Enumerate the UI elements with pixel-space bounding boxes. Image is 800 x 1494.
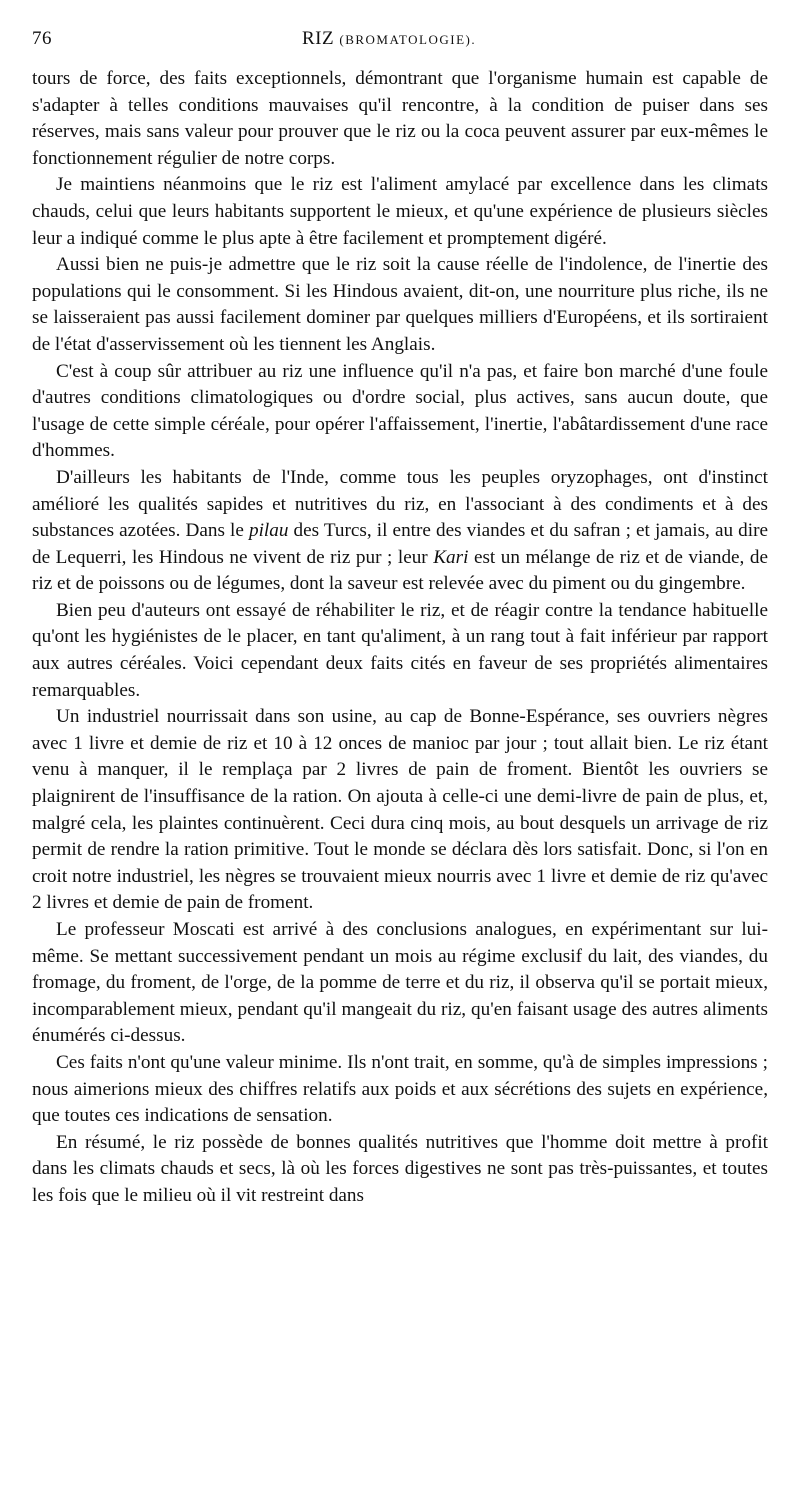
paragraph xyxy=(32,465,768,598)
paragraph: C'est à coup sûr attribuer au riz une influence qu'il n'a pas, et faire bon marché d'une foule d'autres conditions climatologiques ou d'ordre social, plus actives, sans aucun doute, que l'usage de cette simple céréale, pour opérer l'affaissement, l'inertie, l'abâtardissement d'une race d'hommes. xyxy=(32,360,768,462)
paragraph: Le professeur Moscati est arrivé à des conclusions analogues, en expérimentant sur lui-même. Se mettant successivement pendant un mois au régime exclusif du lait, des viandes, du fromage, du froment, de l'orge, de la pomme de terre et du riz, il observa qu'il se portait mieux, incomparablement mieux, pendant qu'il mangeait du riz, qu'en faisant usage des autres aliments énumérés ci-dessus. xyxy=(32,919,768,1047)
paragraph: Un industriel nourrissait dans son usine, au cap de Bonne-Espérance, ses ouvriers nègres avec 1 livre et demie de riz et 10 à 12 onces de manioc par jour ; tout allait bien. Le riz étant venu à manquer, il le remplaça par 2 livres de pain de froment. Bientôt les ouvriers se plaignirent de l'insuffisance de la ration. On ajouta à celle-ci une demi-livre de pain de plus, et, malgré cela, les plaintes continuèrent. Ceci dura cinq mois, au bout desquels un arrivage de riz permit de rendre la ration primitive. Tout le monde se déclara dès lors satisfait. Donc, si l'on en croit notre industriel, les nègres se trouvaient mieux nourris avec 1 livre et demie de riz qu'avec 2 livres et demie de pain de froment. xyxy=(32,706,768,914)
paragraph: Ces faits n'ont qu'une valeur minime. Ils n'ont trait, en somme, qu'à de simples impressions ; nous aimerions mieux des chiffres relatifs aux poids et aux sécrétions des sujets en expérience, que toutes ces indications de sensation. xyxy=(32,1051,768,1127)
italic-term-pilau: pilau xyxy=(249,520,289,542)
paragraph: En résumé, le riz possède de bonnes qualités nutritives que l'homme doit mettre à profit dans les climats chauds et secs, là où les forces digestives ne sont pas très-puissantes, et toutes les fois que le milieu où il vit restreint dans xyxy=(32,1131,768,1206)
paragraph: Aussi bien ne puis-je admettre que le riz soit la cause réelle de l'indolence, de l'inertie des populations qui le consomment. Si les Hindous avaient, dit-on, une nourriture plus riche, ils ne se laisseraient pas aussi facilement dominer par quelques milliers d'Européens, et ils sortiraient de l'état d'asservissement où les tiennent les Anglais. xyxy=(32,254,768,355)
italic-term-kari: Kari xyxy=(433,546,469,568)
body-text xyxy=(32,66,768,1210)
running-title-section: (BROMATOLOGIE). xyxy=(339,32,477,47)
paragraph-text: des Turcs, il entre des viandes et du safran ; et jamais, au dire de Lequerri, les Hindous ne vivent de riz pur ; leur xyxy=(32,520,768,568)
running-head xyxy=(32,26,768,66)
paragraph-text: est un mélange de riz et de viande, de riz et de poissons ou de légumes, dont la saveur est relevée avec du piment ou du gingembre. xyxy=(32,546,768,595)
page-number: 76 xyxy=(32,28,52,49)
paragraph-text: D'ailleurs les habitants de l'Inde, comme tous les peuples oryzophages, ont d'instinct amélioré les qualités sapides et nutritives du riz, en l'associant à des condiments et à des substances azotées. Dans le xyxy=(32,466,768,542)
book-page xyxy=(32,26,768,1210)
paragraph-continued: tours de force, des faits exceptionnels, démontrant que l'organisme humain est capable de s'adapter à telles conditions mauvaises qu'il rencontre, à la condition de puiser dans ses réserves, mais sans valeur pour prouver que le riz ou la coca peuvent assurer par eux-mêmes le fonctionnement régulier de notre corps. xyxy=(32,68,768,169)
paragraph: Je maintiens néanmoins que le riz est l'aliment amylacé par excellence dans les climats chauds, celui que leurs habitants supportent le mieux, et qu'une expérience de plusieurs siècles leur a indiqué comme le plus apte à être facilement et promptement digéré. xyxy=(32,174,768,249)
paragraph: Bien peu d'auteurs ont essayé de réhabiliter le riz, et de réagir contre la tendance habituelle qu'ont les hygiénistes de le placer, en tant qu'aliment, à un rang tout à fait inférieur par rapport aux autres céréales. Voici cependant deux faits cités en faveur de ses propriétés alimentaires remarquables. xyxy=(32,599,768,701)
running-title xyxy=(302,28,476,50)
running-title-main: RIZ xyxy=(302,28,335,49)
